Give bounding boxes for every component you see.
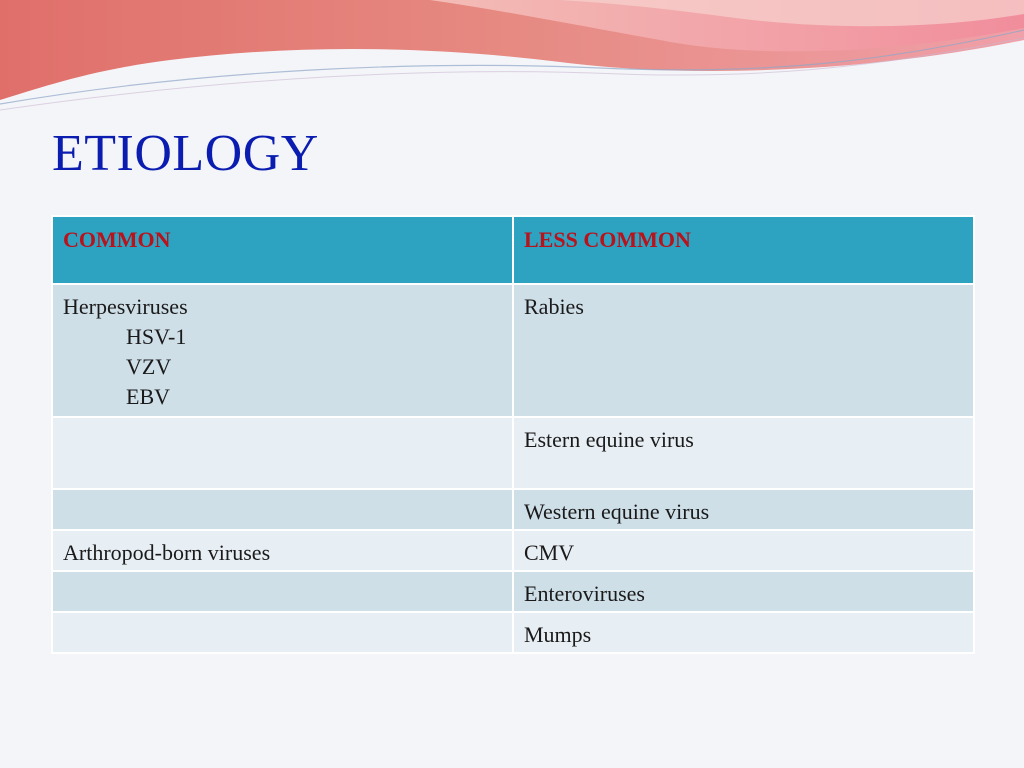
table-row: [52, 571, 974, 612]
cell-common: [52, 489, 513, 530]
less-common-text: Enteroviruses: [524, 581, 645, 606]
common-text: Arthropod-born viruses: [63, 540, 271, 565]
cell-common: [52, 284, 513, 417]
less-common-text: Western equine virus: [524, 499, 710, 524]
table-row: [52, 417, 974, 489]
cell-common: [52, 571, 513, 612]
cell-common: [52, 530, 513, 571]
decorative-banner: [0, 0, 1024, 120]
common-sub-item: HSV-1: [126, 324, 187, 349]
cell-less-common: [513, 530, 974, 571]
cell-less-common: [513, 612, 974, 653]
less-common-text: CMV: [524, 540, 575, 565]
header-common: COMMON: [52, 216, 513, 284]
common-group-label: Herpesviruses: [63, 294, 188, 319]
slide-title: ETIOLOGY: [52, 125, 319, 182]
cell-common: [52, 417, 513, 489]
common-text: [63, 613, 512, 620]
cell-less-common: [513, 284, 974, 417]
cell-less-common: [513, 571, 974, 612]
table-row: [52, 489, 974, 530]
table-header-row: [52, 216, 974, 284]
common-text: [63, 490, 512, 497]
table-row: [52, 612, 974, 653]
common-sub-item: VZV: [126, 354, 172, 379]
cell-less-common: [513, 489, 974, 530]
header-less-common: LESS COMMON: [513, 216, 974, 284]
common-text: [63, 418, 512, 425]
less-common-text: Mumps: [524, 622, 592, 647]
cell-common: [52, 612, 513, 653]
table-row: [52, 284, 974, 417]
less-common-text: Rabies: [524, 294, 584, 319]
common-sub-item: EBV: [126, 384, 170, 409]
etiology-table: [51, 215, 975, 654]
table-row: [52, 530, 974, 571]
less-common-text: Estern equine virus: [524, 427, 694, 452]
cell-less-common: [513, 417, 974, 489]
common-text: [63, 572, 512, 579]
